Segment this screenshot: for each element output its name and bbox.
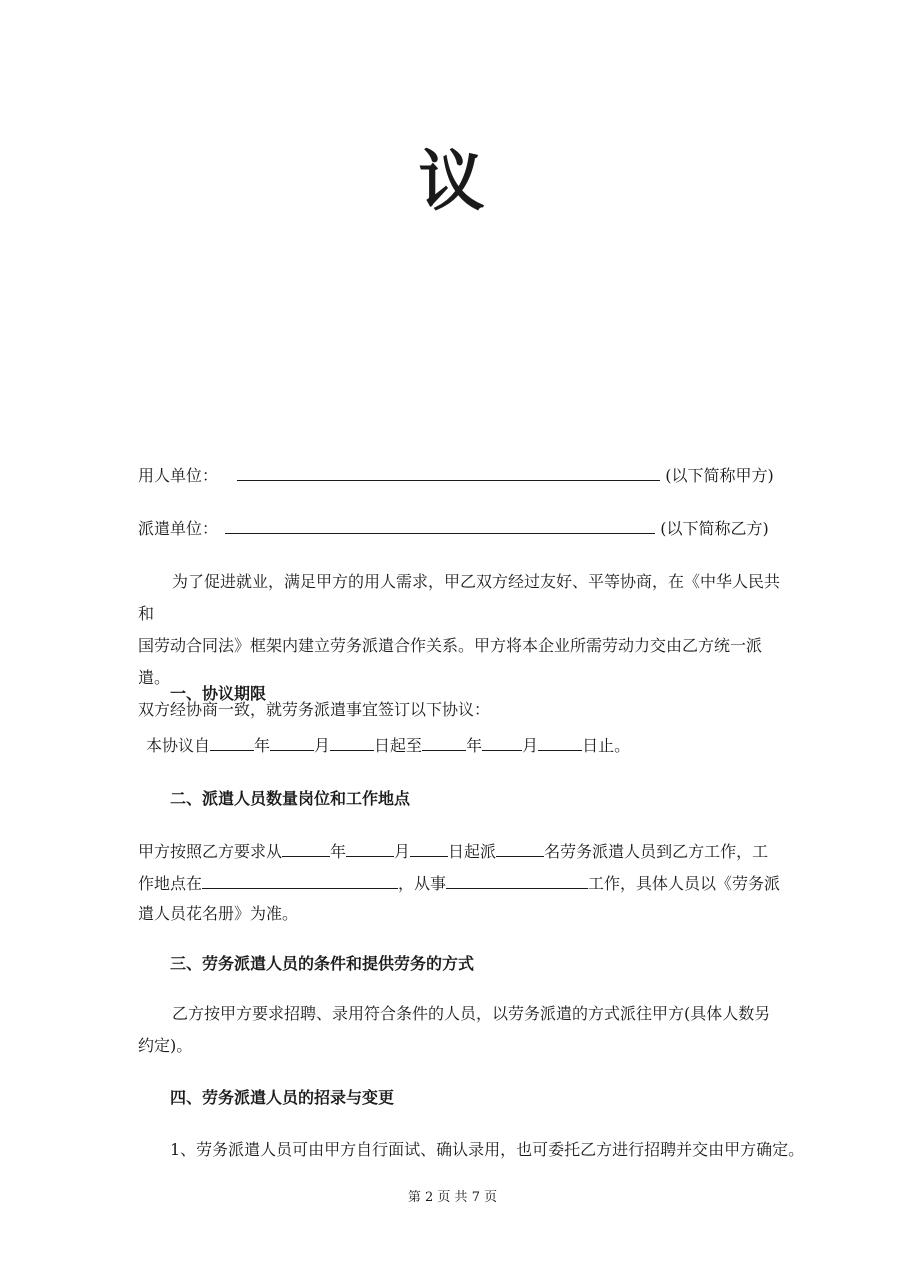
party-a-line — [138, 466, 798, 486]
dispatch-text-year: 年 — [330, 842, 347, 861]
dispatch-text-roster: 工作，具体人员以《劳务派 — [588, 874, 781, 893]
agreement-term-line — [146, 736, 806, 756]
section-3-heading: 三、劳务派遣人员的条件和提供劳务的方式 — [170, 954, 475, 973]
party-b-suffix: (以下简称乙方) — [660, 519, 769, 538]
page-title: 议 — [418, 142, 487, 220]
term-text-month-2: 月 — [522, 736, 539, 755]
dispatch-text-engaged: ，从事 — [398, 874, 447, 893]
party-a-suffix: (以下简称甲方) — [665, 466, 774, 485]
section-4-heading: 四、劳务派遣人员的招录与变更 — [170, 1088, 395, 1107]
dispatch-text-month: 月 — [394, 842, 411, 861]
term-text-from: 本协议自 — [146, 736, 211, 755]
start-day-blank — [330, 736, 374, 751]
job-type-blank — [446, 874, 588, 889]
party-b-blank — [225, 519, 655, 534]
party-b-line — [138, 519, 798, 539]
dispatch-text-a: 甲方按照乙方要求从 — [138, 842, 283, 861]
term-text-end: 日止。 — [582, 736, 631, 755]
intro-line-2: 国劳动合同法》框架内建立劳务派遣合作关系。甲方将本企业所需劳动力交由乙方统一派遣。 — [138, 636, 763, 687]
dispatch-line-3: 遣人员花名册》为准。 — [138, 904, 299, 923]
intro-line-3: 双方经协商一致，就劳务派遣事宜签订以下协议： — [138, 700, 491, 719]
section-4-item-1: 1、劳务派遣人员可由甲方自行面试、确认录用，也可委托乙方进行招聘并交由甲方确定。 — [170, 1140, 805, 1159]
dispatch-year-blank — [282, 842, 330, 857]
dispatch-text-day: 日起派 — [448, 842, 497, 861]
end-day-blank — [538, 736, 582, 751]
term-text-to: 日起至 — [374, 736, 423, 755]
term-text-year: 年 — [254, 736, 271, 755]
section-3-paragraph — [138, 998, 788, 1062]
party-a-label: 用人单位： — [138, 466, 219, 485]
section-1-heading: 一、协议期限 — [170, 684, 267, 703]
start-year-blank — [210, 736, 254, 751]
page-number: 第 2 页 共 7 页 — [407, 1190, 498, 1205]
section-3-line-2: 约定)。 — [138, 1036, 193, 1055]
section-3-line-1: 乙方按甲方要求招聘、录用符合条件的人员，以劳务派遣的方式派往甲方(具体人数另 — [172, 1004, 771, 1023]
term-text-year-2: 年 — [466, 736, 483, 755]
dispatch-line-1 — [138, 842, 798, 862]
dispatch-text-location: 作地点在 — [138, 874, 203, 893]
term-text-month: 月 — [314, 736, 331, 755]
dispatch-count-blank — [496, 842, 544, 857]
end-year-blank — [422, 736, 466, 751]
dispatch-month-blank — [346, 842, 394, 857]
section-2-heading: 二、派遣人员数量岗位和工作地点 — [170, 789, 411, 808]
start-month-blank — [270, 736, 314, 751]
party-a-blank — [237, 466, 660, 481]
dispatch-text-e: 名劳务派遣人员到乙方工作，工 — [544, 842, 769, 861]
dispatch-line-2 — [138, 874, 798, 894]
end-month-blank — [482, 736, 522, 751]
work-location-blank — [202, 874, 398, 889]
dispatch-day-blank — [410, 842, 448, 857]
intro-line-1: 为了促进就业，满足甲方的用人需求，甲乙双方经过友好、平等协商，在《中华人民共和 — [138, 572, 781, 623]
party-b-label: 派遣单位： — [138, 519, 219, 538]
